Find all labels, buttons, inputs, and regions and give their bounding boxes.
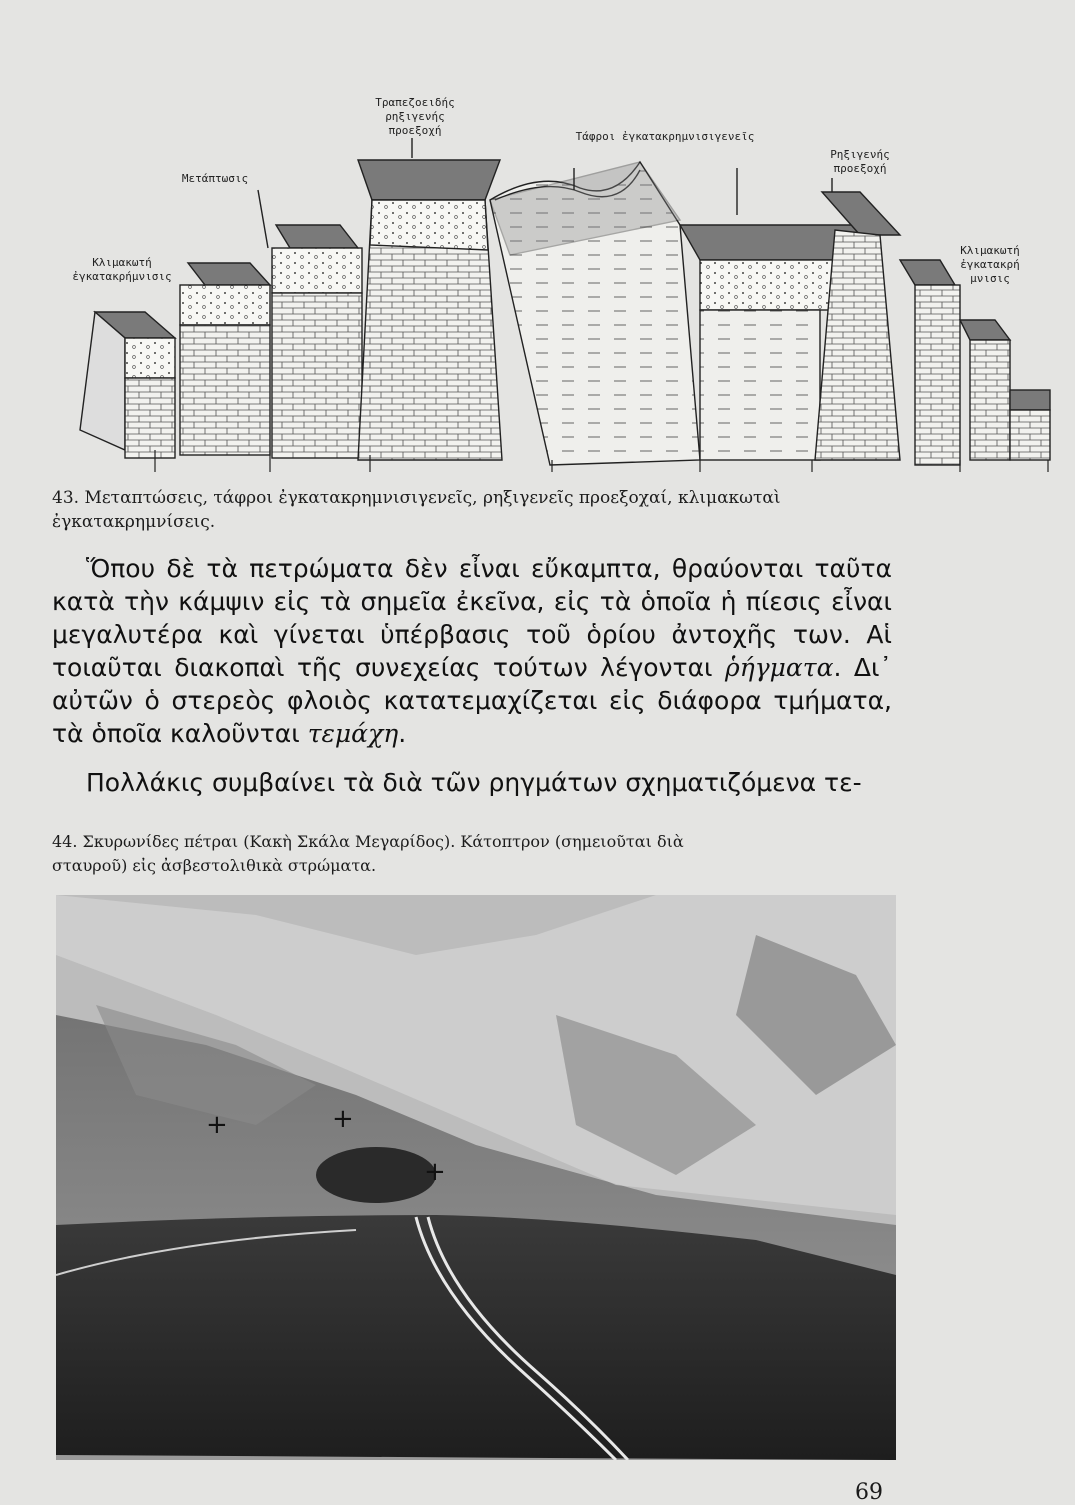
paragraph-text: . Δι᾽ αὐτῶν ὁ στερεὸς φλοιὸς κατατεμαχίζεται εἰς διάφορα τμήματα, τὰ ὁποῖα καλοῦνται	[52, 653, 892, 748]
term-fractures: ῥήγματα	[725, 653, 834, 682]
caption-number: 43.	[52, 488, 80, 508]
paragraph-continuation: Πολλάκις συμβαίνει τὰ διὰ τῶν ρηγμάτων σχηματιζόμενα τε-	[86, 768, 862, 797]
label-horst	[810, 148, 910, 176]
label-trapezoid-horst	[360, 96, 470, 138]
label-line: ρηξιγενής	[385, 110, 445, 123]
label-fault: Μετάπτωσις	[181, 172, 249, 185]
label-line: Κλιμακωτή	[92, 256, 152, 269]
cross-mark: +	[424, 1157, 446, 1187]
caption-text: Μεταπτώσεις, τάφροι ἐγκατακρημνισιγενεῖς, ρηξιγενεῖς προεξοχαί, κλιμακωταὶ	[84, 488, 781, 508]
label-line: Ρηξιγενής	[830, 148, 890, 161]
label-step-left	[52, 256, 192, 284]
caption-text: ἐγκατακρημνίσεις.	[52, 512, 216, 532]
road-photo	[56, 895, 896, 1460]
label-line: Κλιμακωτή	[960, 244, 1020, 257]
label-line: ἐγκατακρή	[960, 258, 1020, 271]
paragraph-fractures	[52, 552, 892, 750]
label-line: Τραπεζοειδής	[375, 96, 455, 109]
figure-44-caption	[52, 830, 912, 878]
term-blocks: τεμάχη	[307, 719, 399, 748]
page-number: 69	[855, 1480, 883, 1505]
label-graben: Τάφροι ἐγκατακρημνισιγενεῖς	[575, 130, 755, 143]
label-line: προεξοχή	[833, 162, 887, 175]
label-line: ἐγκατακρήμνισις	[72, 270, 172, 283]
paragraph-text: .	[398, 719, 407, 748]
caption-text: σταυροῦ) εἰς ἀσβεστολιθικὰ στρώματα.	[52, 856, 377, 875]
label-step-right	[935, 244, 1045, 286]
label-line: μνισις	[970, 272, 1010, 285]
paragraph-text: Ὅπου δὲ τὰ πετρώματα δὲν εἶναι εὔκαμπτα, θραύονται ταῦτα κατὰ τὴν κάμψιν εἰς τὰ σημεῖα ἐκεῖνα, εἰς τὰ ὁποῖα ἡ πίεσις εἶναι μεγαλυτέρα καὶ γίνεται ὑπέρβασις τοῦ ὁρίου ἀντοχῆς των. Αἱ τοιαῦται διακοπαὶ τῆς συνεχείας τούτων λέγονται	[52, 554, 892, 682]
figure-43-caption	[52, 486, 912, 534]
caption-text: 44. Σκυρωνίδες πέτραι (Κακὴ Σκάλα Μεγαρίδος). Κάτοπτρον (σημειοῦται διὰ	[52, 832, 684, 851]
cross-mark: +	[206, 1110, 228, 1140]
label-line: προεξοχή	[388, 124, 442, 137]
cross-mark: +	[332, 1104, 354, 1134]
